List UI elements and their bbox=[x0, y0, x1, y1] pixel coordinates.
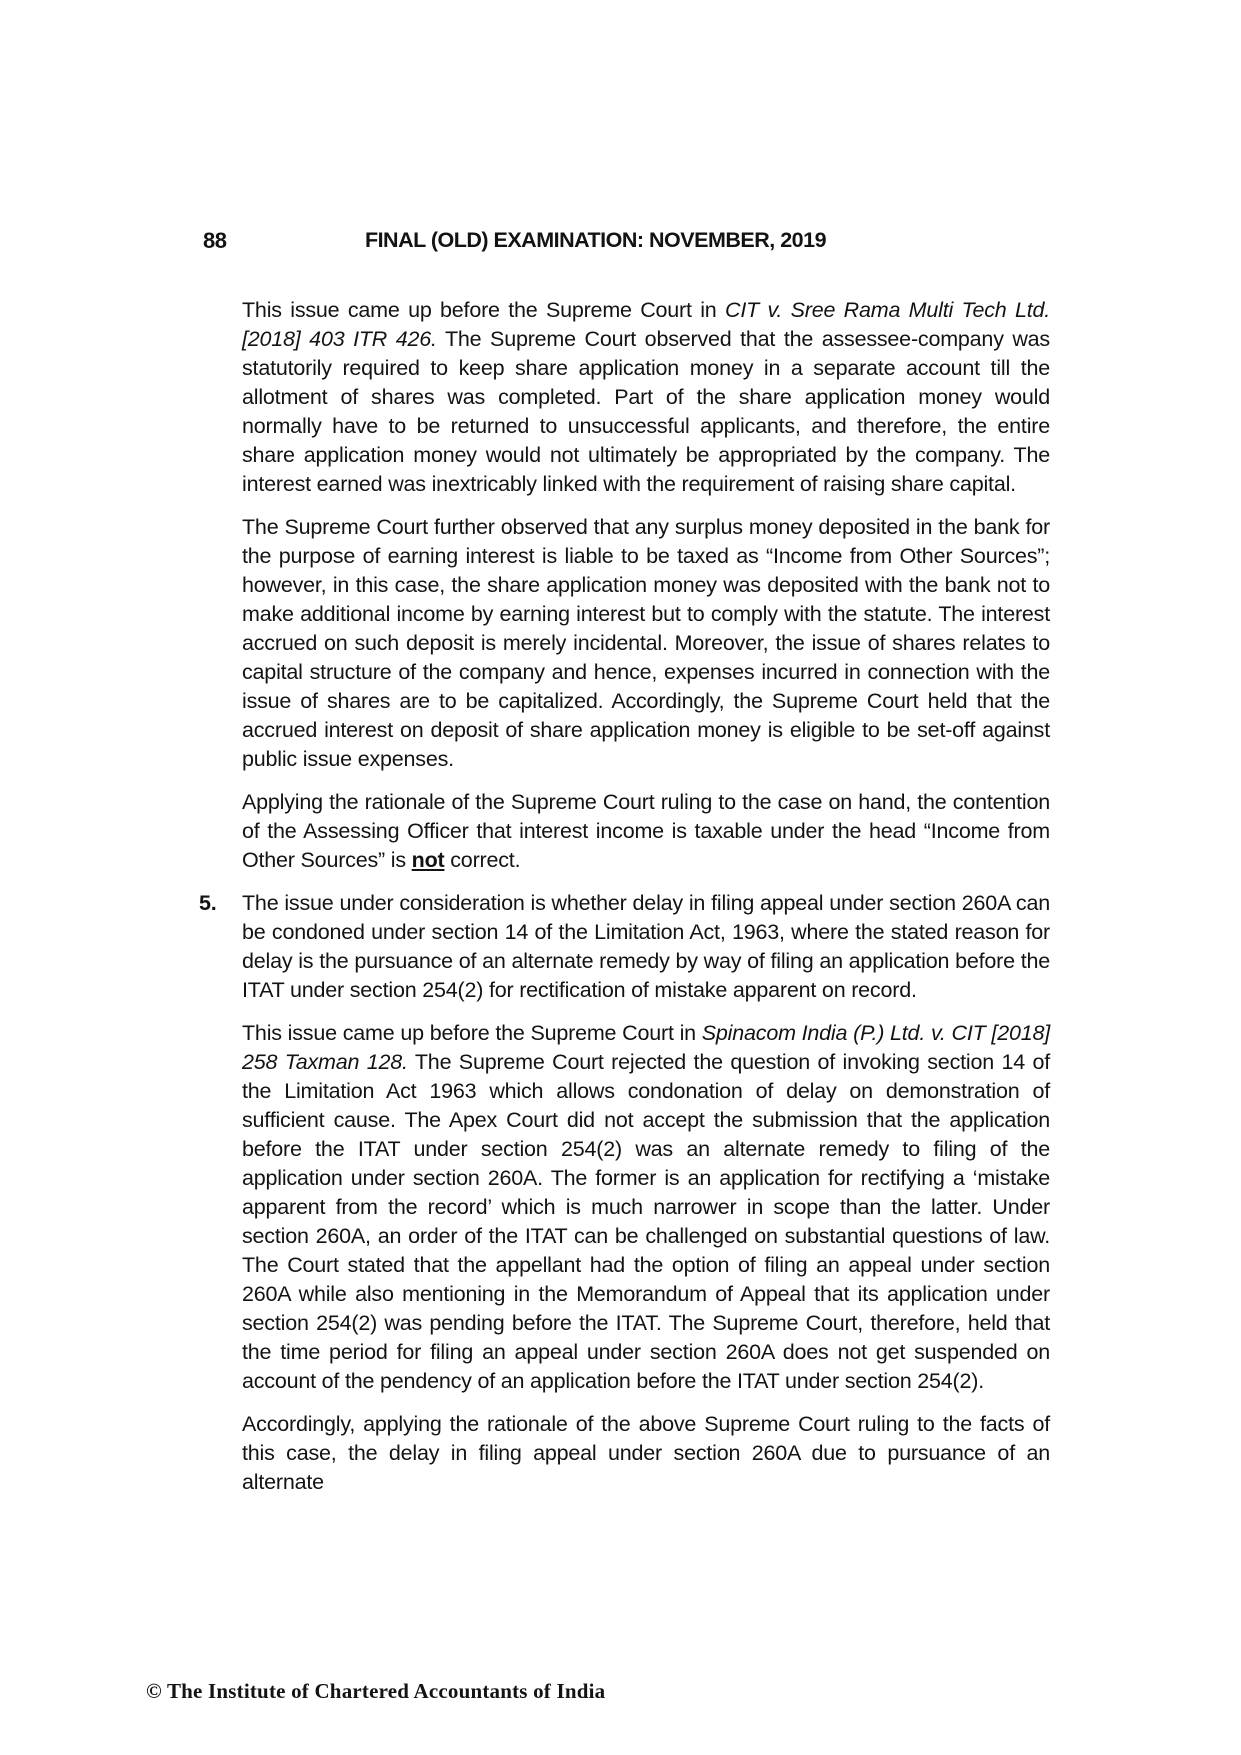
emphasis-text: not bbox=[411, 848, 445, 872]
text-run: This issue came up before the Supreme Court in bbox=[242, 298, 725, 322]
text-run: The Supreme Court observed that the assessee-company was statutorily required to keep share application money in a separate account till the allotment of shares was completed. Part of the share application money would normally have to be returned to unsuccessful applicants, and therefore, the entire share application money would not ultimately be appropriated by the company. The interest earned was inextricably linked with the requirement of raising share capital. bbox=[242, 327, 1050, 496]
answer-content bbox=[199, 296, 1051, 1511]
paragraph-conclusion-not-correct bbox=[242, 788, 1050, 875]
text-run: correct. bbox=[444, 848, 521, 872]
text-run: Applying the rationale of the Supreme Court ruling to the case on hand, the contention of the Assessing Officer that interest income is taxable under the head “Income from Other Sources” is bbox=[242, 790, 1050, 872]
text-run: This issue came up before the Supreme Court in bbox=[242, 1021, 702, 1045]
header-title: FINAL (OLD) EXAMINATION: NOVEMBER, 2019 bbox=[364, 228, 827, 252]
text-run: Accordingly, applying the rationale of the above Supreme Court ruling to the facts of this case, the delay in filing appeal under section 260A due to pursuance of an alternate bbox=[242, 1412, 1050, 1494]
answer-item-5 bbox=[199, 889, 1050, 1005]
paragraph-issue-srirama bbox=[242, 296, 1050, 499]
item-number: 5. bbox=[199, 891, 217, 915]
page-number: 88 bbox=[203, 228, 227, 253]
text-run: The issue under consideration is whether delay in filing appeal under section 260A can be condoned under section 14 of the Limitation Act, 1963, where the stated reason for delay is the pursuance of an alternate remedy by way of filing an application before the ITAT under section 254(2) for rectification of mistake apparent on record. bbox=[242, 891, 1050, 1002]
text-run: The Supreme Court further observed that any surplus money deposited in the bank for the purpose of earning interest is liable to be taxed as “Income from Other Sources”; however, in this case, the share application money was deposited with the bank not to make additional income by earning interest but to comply with the statute. The interest accrued on such deposit is merely incidental. Moreover, the issue of shares relates to capital structure of the company and hence, expenses incurred in connection with the issue of shares are to be capitalized. Accordingly, the Supreme Court held that the accrued interest on deposit of share application money is eligible to be set-off against public issue expenses. bbox=[242, 515, 1050, 771]
case-citation: Spinacom India (P.) Ltd. v. CIT [2018] 258 Taxman 128. bbox=[242, 1021, 1050, 1074]
case-citation: CIT v. Sree Rama Multi Tech Ltd. [2018] 403 ITR 426. bbox=[242, 298, 1051, 351]
paragraph-spinacom-ruling bbox=[242, 1019, 1050, 1396]
page-header bbox=[0, 228, 1241, 258]
copyright-footer: © The Institute of Chartered Accountants of India bbox=[146, 1679, 606, 1703]
paragraph-supreme-court-observation bbox=[242, 513, 1050, 774]
text-run: The Supreme Court rejected the question of invoking section 14 of the Limitation Act 1963 which allows condonation of delay on demonstration of sufficient cause. The Apex Court did not accept the submission that the application before the ITAT under section 254(2) was an alternate remedy to filing of the application under section 260A. The former is an application for rectifying a ‘mistake apparent from the record’ which is much narrower in scope than the latter. Under section 260A, an order of the ITAT can be challenged on substantial questions of law. The Court stated that the appellant had the option of filing an appeal under section 260A while also mentioning in the Memorandum of Appeal that its application under section 254(2) was pending before the ITAT. The Supreme Court, therefore, held that the time period for filing an appeal under section 260A does not get suspended on account of the pendency of an application before the ITAT under section 254(2). bbox=[242, 1050, 1050, 1393]
paragraph-applying-rationale bbox=[242, 1410, 1050, 1497]
paragraph-issue-under-consideration bbox=[242, 891, 1050, 1002]
